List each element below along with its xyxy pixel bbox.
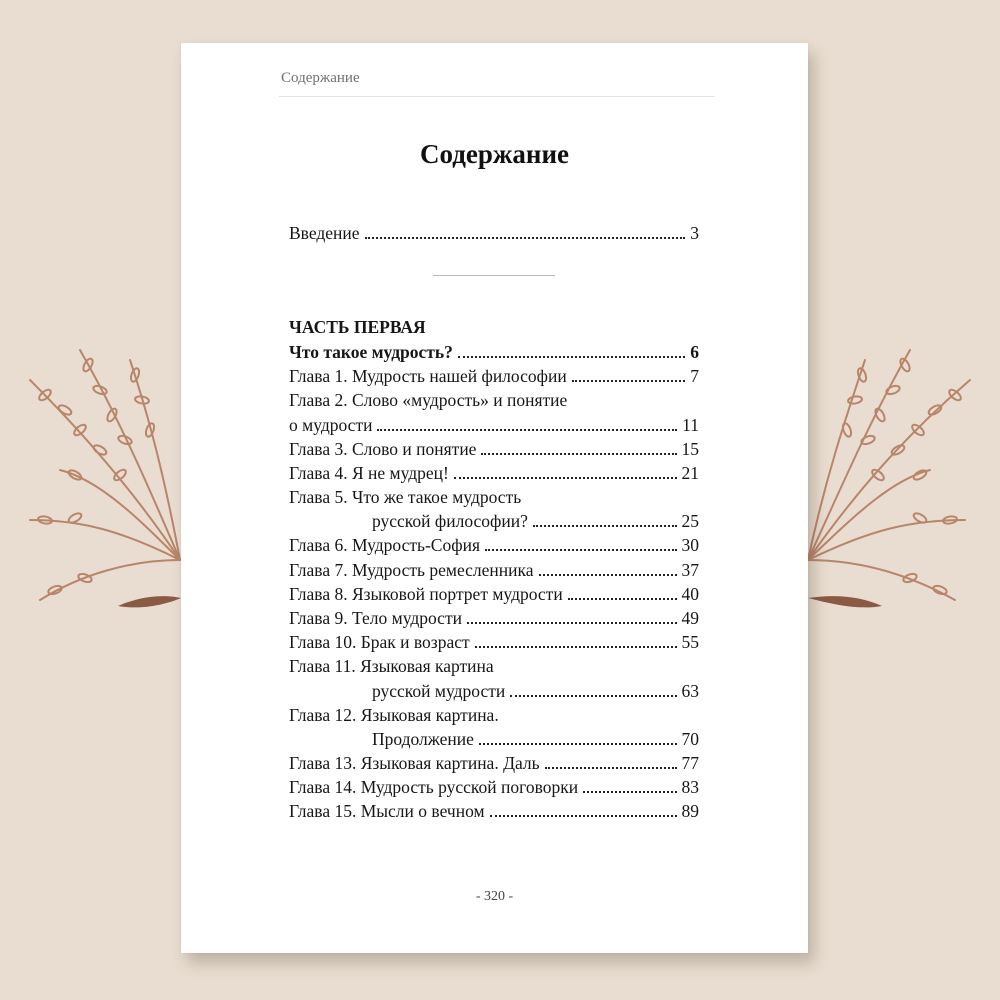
- toc-entry-page: 49: [681, 608, 699, 628]
- toc-entry-label: русской философии?: [372, 511, 528, 531]
- toc-entry-chapter-12-line1: Глава 12. Языковая картина.: [289, 705, 499, 725]
- toc-entry-part-title: [289, 340, 699, 364]
- toc-entry-label: Глава 1. Мудрость нашей философии: [289, 366, 567, 386]
- dot-leader: [467, 622, 677, 624]
- dot-leader: [458, 356, 685, 358]
- toc-entry-page: 6: [690, 342, 699, 362]
- toc-entry-chapter-2-line1: Глава 2. Слово «мудрость» и понятие: [289, 390, 568, 410]
- toc-entry-label: о мудрости: [289, 415, 373, 435]
- toc-entry-page: 25: [681, 511, 699, 531]
- toc-entry-label: Глава 15. Мысли о вечном: [289, 801, 485, 821]
- toc-entry-label: Глава 13. Языковая картина. Даль: [289, 753, 540, 773]
- toc-entry-chapter-4: [289, 461, 699, 485]
- toc-entry-chapter-5: [372, 509, 699, 533]
- toc-entry-chapter-12: [372, 727, 699, 751]
- toc-entry-label: русской мудрости: [372, 681, 506, 701]
- left-branches: [30, 350, 180, 600]
- left-leaf: [118, 596, 181, 607]
- toc-entry-page: 70: [681, 729, 699, 749]
- toc-entry-label: Глава 14. Мудрость русской поговорки: [289, 777, 579, 797]
- toc-entry-page: 21: [681, 463, 699, 483]
- right-branches: [808, 350, 970, 600]
- toc-entry-page: 40: [681, 584, 699, 604]
- dot-leader: [545, 767, 677, 769]
- toc-entry-label: Глава 3. Слово и понятие: [289, 439, 477, 459]
- toc-entry-page: 30: [681, 535, 699, 555]
- toc-entry-label: Глава 10. Брак и возраст: [289, 632, 470, 652]
- toc-entry-page: 89: [681, 801, 699, 821]
- dot-leader: [539, 574, 677, 576]
- toc-entry-label: Введение: [289, 223, 360, 243]
- toc-entry-page: 63: [681, 681, 699, 701]
- toc-entry-chapter-2: [289, 413, 699, 437]
- toc-entry-page: 37: [681, 560, 699, 580]
- dot-leader: [481, 453, 676, 455]
- dot-leader: [583, 791, 676, 793]
- section-divider: [433, 275, 555, 276]
- running-header: Содержание: [279, 67, 715, 97]
- toc-entry-chapter-11-line1: Глава 11. Языковая картина: [289, 656, 494, 676]
- part-heading: ЧАСТЬ ПЕРВАЯ: [289, 317, 426, 337]
- toc-entry-label: Глава 8. Языковой портрет мудрости: [289, 584, 563, 604]
- dot-leader: [485, 549, 677, 551]
- toc-entry-page: 83: [681, 777, 699, 797]
- toc-entry-intro: [289, 221, 699, 245]
- toc-entry-page: 3: [690, 223, 699, 243]
- dot-leader: [454, 477, 677, 479]
- toc-entry-chapter-3: [289, 437, 699, 461]
- dot-leader: [568, 598, 677, 600]
- toc-entry-chapter-10: [289, 630, 699, 654]
- toc-entry-chapter-5-line1: Глава 5. Что же такое мудрость: [289, 487, 522, 507]
- dot-leader: [490, 815, 677, 817]
- dot-leader: [533, 525, 677, 527]
- toc-entry-chapter-1: [289, 364, 699, 388]
- toc-entry-label: Глава 6. Мудрость-София: [289, 535, 480, 555]
- page-number: - 320 -: [475, 889, 514, 904]
- right-leaf: [808, 596, 882, 607]
- page-title: Содержание: [419, 139, 570, 169]
- toc-entry-label: Глава 7. Мудрость ремесленника: [289, 560, 534, 580]
- toc-entry-chapter-15: [289, 799, 699, 823]
- dot-leader: [365, 237, 686, 239]
- dot-leader: [475, 646, 677, 648]
- toc-entry-label: Что такое мудрость?: [289, 342, 453, 362]
- toc-entry-chapter-7: [289, 558, 699, 582]
- dot-leader: [479, 743, 677, 745]
- toc-entry-label: Глава 4. Я не мудрец!: [289, 463, 449, 483]
- toc-entry-chapter-8: [289, 582, 699, 606]
- toc-entry-chapter-6: [289, 533, 699, 557]
- toc-entry-page: 11: [682, 415, 699, 435]
- dot-leader: [377, 429, 677, 431]
- toc-entry-chapter-14: [289, 775, 699, 799]
- toc-entry-page: 7: [690, 366, 699, 386]
- toc-entry-label: Глава 9. Тело мудрости: [289, 608, 462, 628]
- toc-entry-page: 55: [681, 632, 699, 652]
- toc-entry-label: Продолжение: [372, 729, 474, 749]
- dot-leader: [572, 380, 686, 382]
- toc-entry-chapter-11: [372, 679, 699, 703]
- toc-entry-page: 15: [681, 439, 699, 459]
- book-page: [181, 43, 808, 953]
- toc-entry-chapter-13: [289, 751, 699, 775]
- toc-entry-chapter-9: [289, 606, 699, 630]
- dot-leader: [510, 695, 676, 697]
- toc-entry-page: 77: [681, 753, 699, 773]
